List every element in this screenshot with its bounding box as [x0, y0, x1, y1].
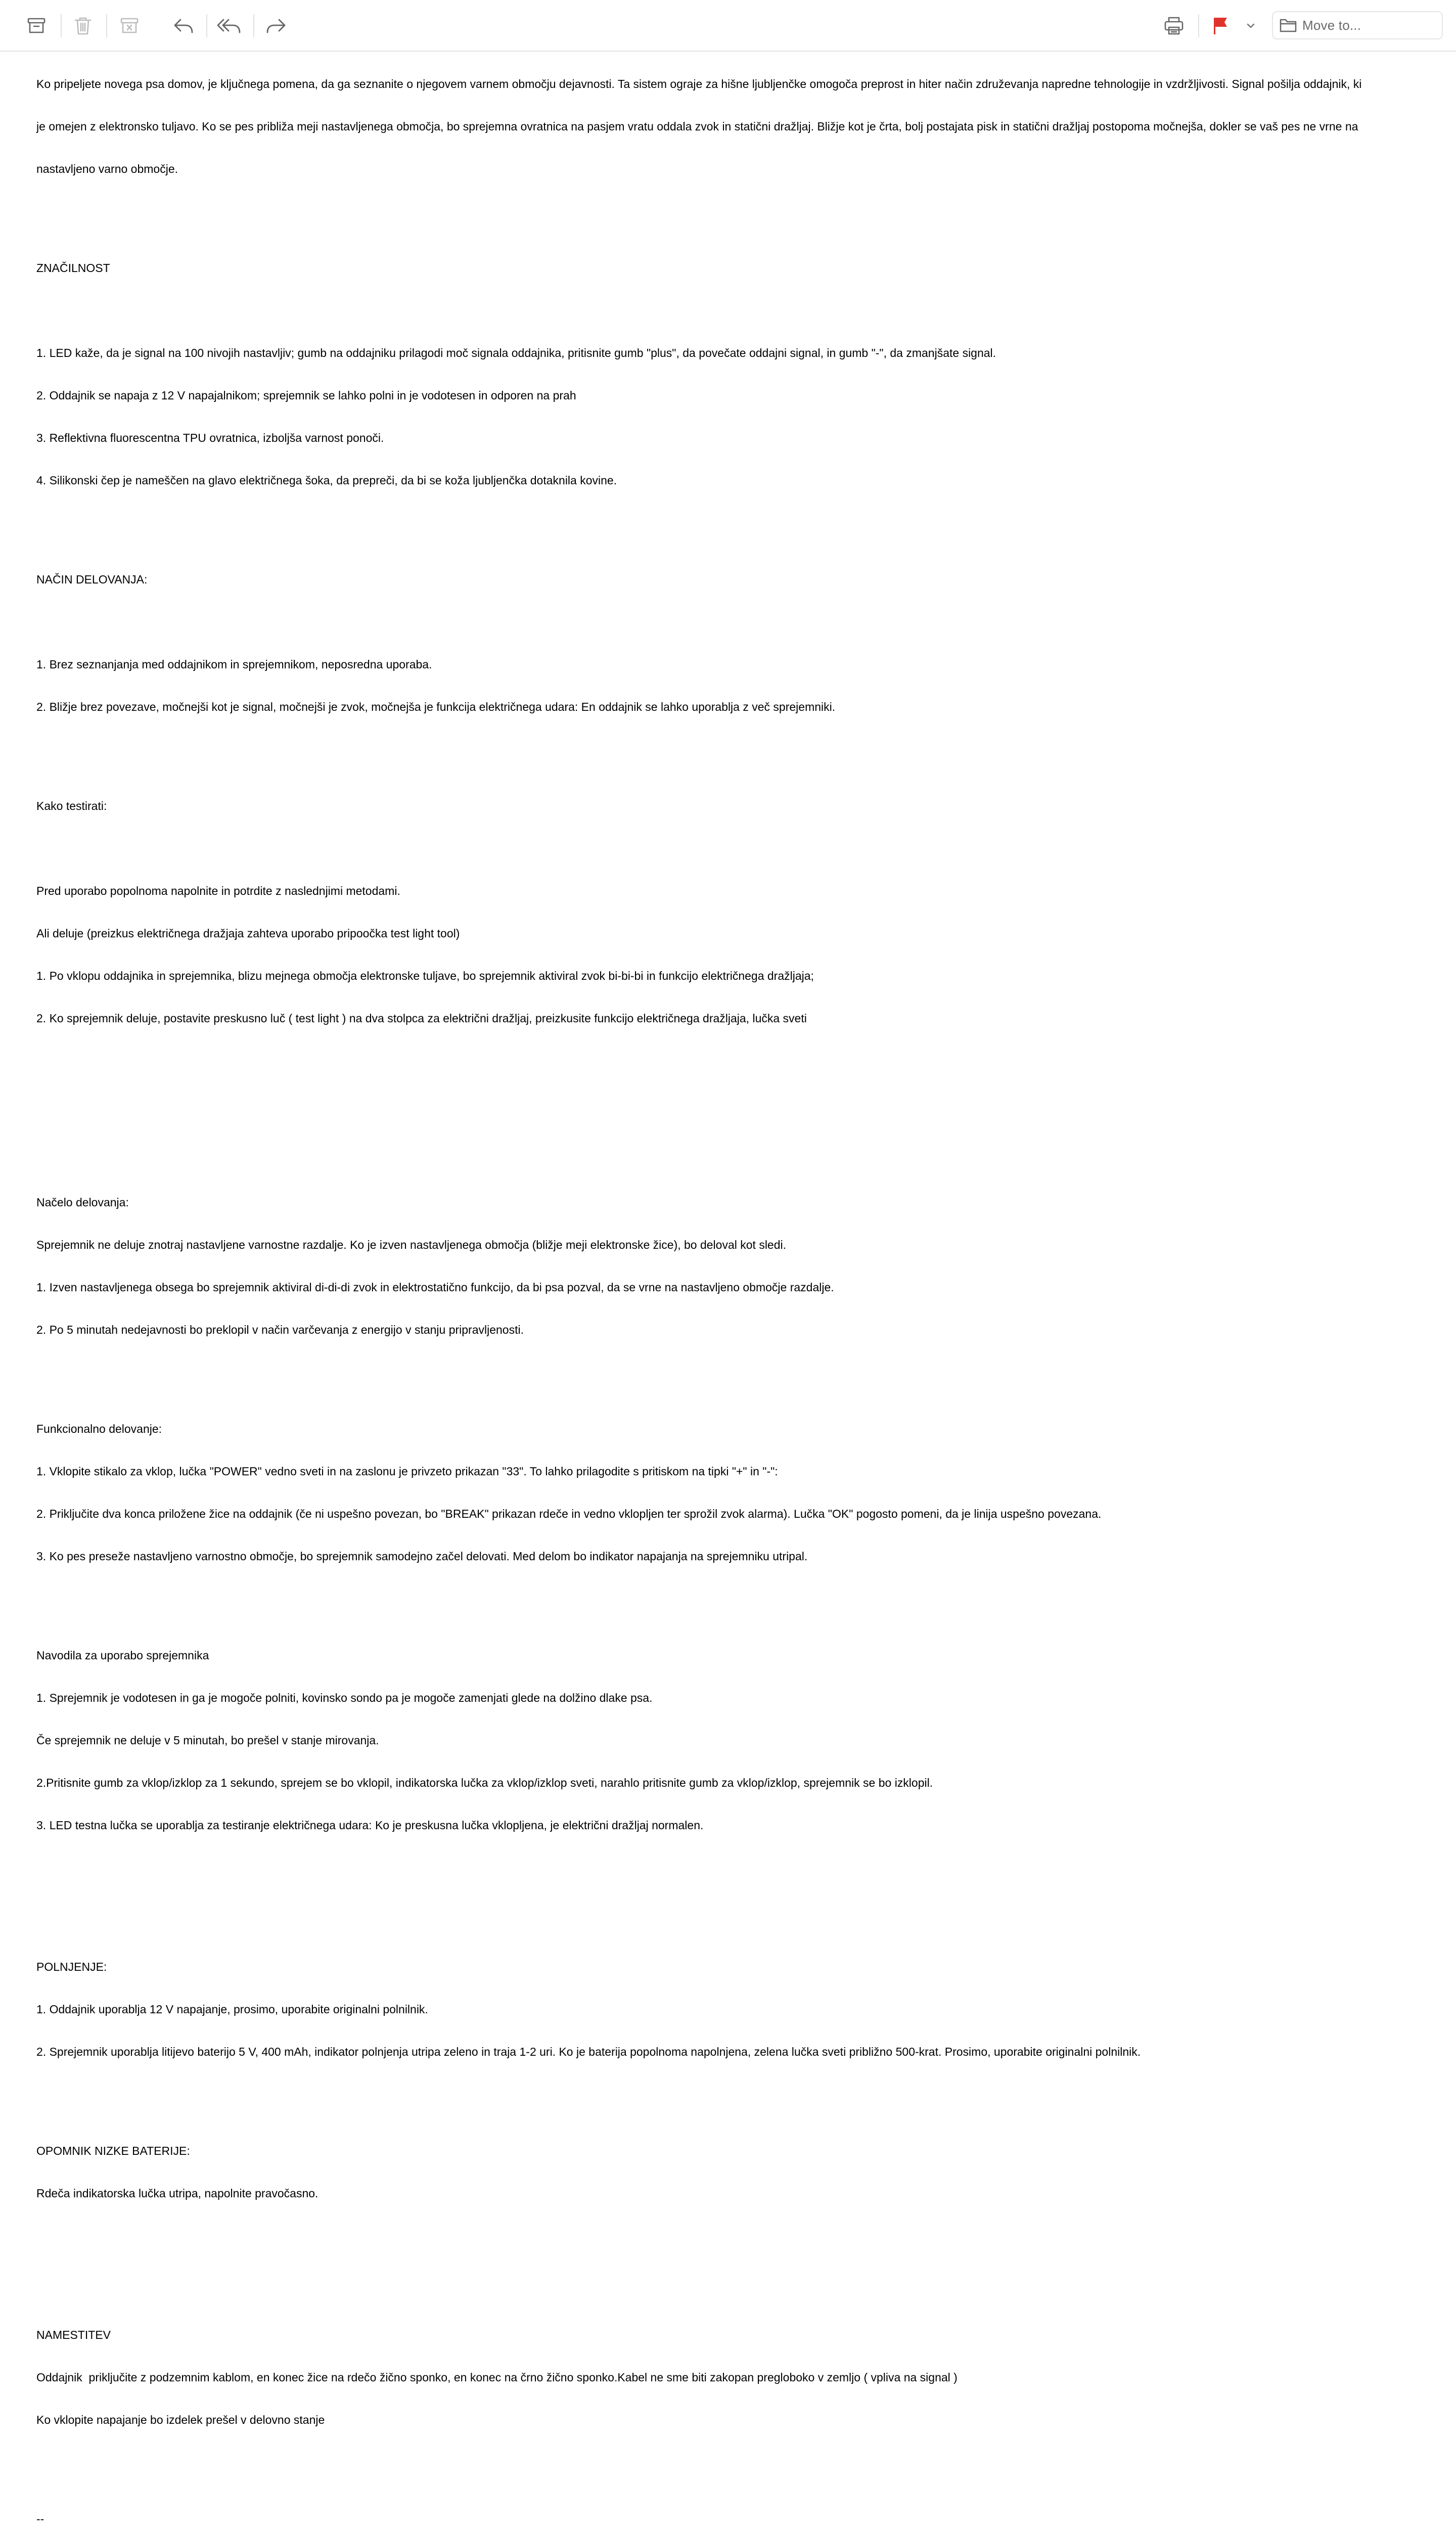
blank-line: [36, 1054, 1422, 1068]
reply-all-arrow-icon: [216, 16, 243, 36]
junk-box-icon: [119, 16, 140, 36]
section-heading: NAČIN DELOVANJA:: [36, 573, 148, 586]
blank-line: [36, 1139, 1422, 1153]
forward-arrow-icon: [265, 16, 287, 36]
list-item: 2. Priključite dva konca priložene žice na oddajnik (če ni uspešno povezan, bo "BREAK" prikazan rdeče in vedno vklopljen ter sprožil zvok alarma). Lučka "OK" pogosto pomeni, da je linija uspešno povezana.: [36, 1507, 1102, 1520]
message-toolbar: [0, 0, 1456, 52]
blank-line: [36, 516, 1422, 530]
toolbar-divider: [1198, 14, 1199, 37]
list-item: 1. Po vklopu oddajnika in sprejemnika, blizu mejnega območja elektronske tuljave, bo sprejemnik aktiviral zvok bi-bi-bi in funkcijo električnega dražljaja;: [36, 969, 814, 982]
blank-line: [36, 204, 1422, 218]
message-body-viewport[interactable]: [0, 53, 1456, 2525]
body-line: Oddajnik priključite z podzemnim kablom, en konec žice na rdečo žično sponko, en konec na črno žično sponko.Kabel ne sme biti zakopan pregloboko v zemljo ( vpliva na signal ): [36, 2371, 958, 2384]
signature-separator: --: [36, 2512, 44, 2525]
list-item: 3. LED testna lučka se uporablja za testiranje električnega udara: Ko je preskusna lučka vklopljena, je električni dražljaj normalen.: [36, 1819, 704, 1832]
section-heading: Kako testirati:: [36, 799, 107, 812]
section-heading: NAMESTITEV: [36, 2328, 111, 2341]
list-item: 4. Silikonski čep je nameščen na glavo električnega šoka, da prepreči, da bi se koža ljubljenčka dotaknila kovine.: [36, 474, 617, 487]
archive-button[interactable]: [21, 11, 52, 41]
delete-button[interactable]: [68, 11, 98, 41]
flag-button[interactable]: [1205, 11, 1236, 41]
flag-menu-button[interactable]: [1241, 11, 1261, 41]
print-button[interactable]: [1159, 11, 1189, 41]
section-heading: POLNJENJE:: [36, 1960, 107, 1973]
toolbar-divider: [61, 14, 62, 37]
list-item: 2. Po 5 minutah nedejavnosti bo preklopil v način varčevanja z energijo v stanju pripravljenosti.: [36, 1323, 524, 1336]
blank-line: [36, 2271, 1422, 2285]
body-line: Sprejemnik ne deluje znotraj nastavljene varnostne razdalje. Ko je izven nastavljenega območja (bližje meji elektronske žice), bo deloval kot sledi.: [36, 1238, 787, 1251]
printer-icon: [1163, 15, 1185, 36]
blank-line: [36, 615, 1422, 629]
list-item: 1. Oddajnik uporablja 12 V napajanje, prosimo, uporabite originalni polnilnik.: [36, 2003, 428, 2016]
section-heading: Funkcionalno delovanje:: [36, 1422, 162, 1435]
list-item: 1. Brez seznanjanja med oddajnikom in sprejemnikom, neposredna uporaba.: [36, 658, 432, 671]
blank-line: [36, 2087, 1422, 2101]
reply-button[interactable]: [168, 11, 199, 41]
folder-icon: [1278, 15, 1298, 35]
list-item: 1. Izven nastavljenega obsega bo sprejemnik aktiviral di-di-di zvok in elektrostatično funkcijo, da bi psa pozval, da se vrne na nastavljeno območje razdalje.: [36, 1281, 834, 1294]
chevron-down-icon: [1246, 21, 1256, 31]
blank-line: [36, 303, 1422, 318]
list-item: 1. Sprejemnik je vodotesen in ga je mogoče polniti, kovinsko sondo pa je mogoče zamenjati glede na dolžino dlake psa.: [36, 1691, 653, 1704]
body-line: Ali deluje (preizkus električnega dražjaja zahteva uporabo pripoočka test light tool): [36, 927, 460, 940]
forward-button[interactable]: [261, 11, 291, 41]
list-item: 1. LED kaže, da je signal na 100 nivojih nastavljiv; gumb na oddajniku prilagodi moč signala oddajnika, pritisnite gumb "plus", da povečate oddajni signal, in gumb "-", da zmanjšate signal.: [36, 346, 996, 359]
list-item: 2. Bližje brez povezave, močnejši kot je signal, močnejši je zvok, močnejša je funkcija električnega udara: En oddajnik se lahko uporablja z več sprejemniki.: [36, 700, 836, 713]
blank-line: [36, 2455, 1422, 2469]
section-heading: ZNAČILNOST: [36, 261, 110, 275]
toolbar-divider: [106, 14, 107, 37]
blank-line: [36, 1903, 1422, 1917]
flag-icon: [1210, 16, 1231, 36]
blank-line: [36, 841, 1422, 855]
body-line: Pred uporabo popolnoma napolnite in potrdite z naslednjimi metodami.: [36, 884, 400, 897]
body-line: Rdeča indikatorska lučka utripa, napolnite pravočasno.: [36, 2187, 318, 2200]
body-line: Ko vklopite napajanje bo izdelek prešel v delovno stanje: [36, 2413, 325, 2426]
blank-line: [36, 2229, 1422, 2243]
list-item: 2.Pritisnite gumb za vklop/izklop za 1 sekundo, sprejem se bo vklopil, indikatorska lučka za vklop/izklop sveti, narahlo pritisnite gumb za vklop/izklop, sprejemnik se bo izklopil.: [36, 1776, 933, 1789]
section-heading: Navodila za uporabo sprejemnika: [36, 1649, 209, 1662]
blank-line: [36, 1096, 1422, 1110]
list-item: 1. Vklopite stikalo za vklop, lučka "POWER" vedno sveti in na zaslonu je privzeto prikazan "33". To lahko prilagodite s pritiskom na tipki "+" in "-":: [36, 1465, 778, 1478]
section-heading: Načelo delovanja:: [36, 1196, 129, 1209]
list-item: 3. Reflektivna fluorescentna TPU ovratnica, izboljša varnost ponoči.: [36, 431, 384, 444]
body-line: nastavljeno varno območje.: [36, 162, 178, 175]
message-body: [36, 49, 1422, 2528]
section-heading: OPOMNIK NIZKE BATERIJE:: [36, 2144, 190, 2157]
reply-all-button[interactable]: [214, 11, 245, 41]
body-line: Ko pripeljete novega psa domov, je ključnega pomena, da ga seznanite o njegovem varnem območju dejavnosti. Ta sistem ograje za hišne ljubljenčke omogoča preprost in hiter način združevanja napredne tehnologije in vzdržljivosti. Signal pošilja oddajnik, ki: [36, 77, 1362, 91]
list-item: 2. Sprejemnik uporablja litijevo baterijo 5 V, 400 mAh, indikator polnjenja utripa zeleno in traja 1-2 uri. Ko je baterija popolnoma napolnjena, zelena lučka sveti približno 500-krat. Prosimo, uporabite originalni polnilnik.: [36, 2045, 1141, 2058]
toolbar-divider: [206, 14, 207, 37]
body-line: Če sprejemnik ne deluje v 5 minutah, bo prešel v stanje mirovanja.: [36, 1734, 379, 1747]
toolbar-divider: [253, 14, 254, 37]
trash-icon: [73, 16, 93, 36]
archive-box-icon: [26, 16, 47, 36]
move-to-button[interactable]: [1272, 11, 1443, 39]
move-to-label: Move to...: [1302, 17, 1361, 33]
blank-line: [36, 1365, 1422, 1379]
list-item: 3. Ko pes preseže nastavljeno varnostno območje, bo sprejemnik samodejno začel delovati. Med delom bo indikator napajanja na sprejemniku utripal.: [36, 1550, 808, 1563]
blank-line: [36, 1861, 1422, 1875]
blank-line: [36, 742, 1422, 756]
body-line: je omejen z elektronsko tuljavo. Ko se pes približa meji nastavljenega območja, bo sprejemna ovratnica na pasjem vratu oddala zvok in statični dražljaj. Bližje kot je črta, bolj postajata pisk in statični dražljaj postopoma močnejša, dokler se vaš pes ne vrne na: [36, 120, 1358, 133]
blank-line: [36, 1592, 1422, 1606]
reply-arrow-icon: [172, 16, 195, 36]
list-item: 2. Ko sprejemnik deluje, postavite preskusno luč ( test light ) na dva stolpca za električni dražljaj, preizkusite funkcijo električnega dražljaja, lučka sveti: [36, 1012, 807, 1025]
junk-button[interactable]: [114, 11, 145, 41]
list-item: 2. Oddajnik se napaja z 12 V napajalnikom; sprejemnik se lahko polni in je vodotesen in odporen na prah: [36, 389, 576, 402]
